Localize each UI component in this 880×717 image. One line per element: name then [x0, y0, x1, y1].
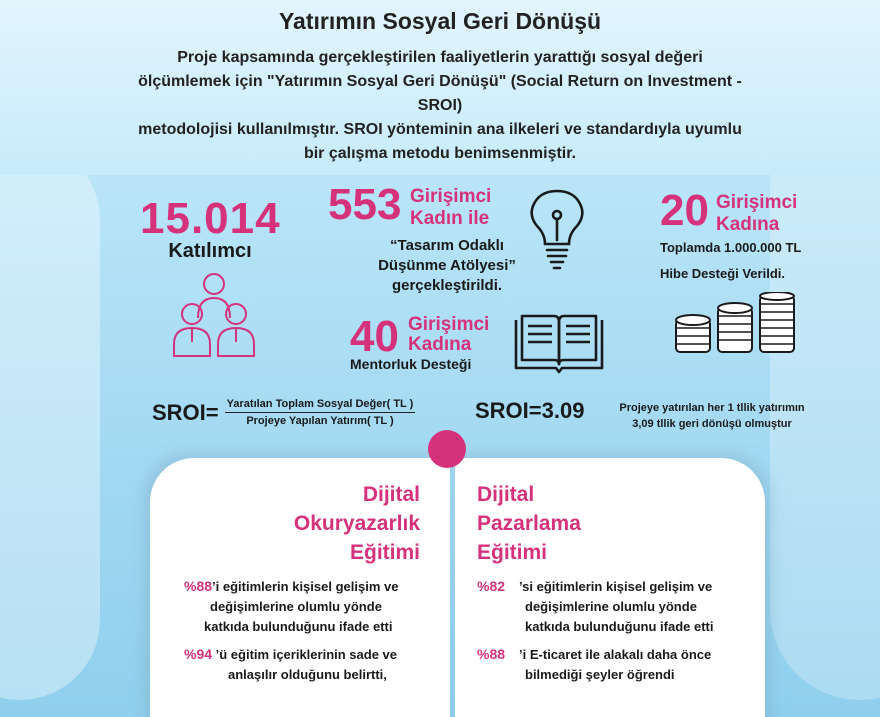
- card-item-line: ’si eğitimlerin kişisel gelişim ve: [519, 579, 713, 594]
- card-item-line: değişimlerine olumlu yönde: [210, 599, 382, 614]
- sroi-formula-label: SROI: [152, 399, 206, 425]
- intro-line: metodolojisi kullanılmıştır. SROI yönteminin ana ilkeleri ve standardıyla uyumlu: [138, 121, 742, 138]
- card-item-percent: %88: [184, 578, 213, 594]
- sroi-note: [617, 400, 807, 432]
- workshop-desc-line: Düşünme Atölyesi”: [378, 257, 516, 274]
- card-heading: [477, 480, 581, 567]
- sroi-note-line: Projeye yatırılan her 1 tllik yatırımın: [619, 402, 805, 414]
- card-item-line: ’i E-ticaret ile alakalı daha önce: [519, 647, 712, 662]
- stat-participants: [140, 194, 280, 263]
- sroi-fraction: [225, 398, 416, 427]
- card-item: [477, 644, 711, 685]
- card-heading: [294, 480, 420, 567]
- participants-number: 15.014: [140, 194, 281, 243]
- card-heading-line: Pazarlama: [477, 512, 581, 535]
- workshop-word2: Kadın ile: [410, 208, 490, 229]
- card-item-line: katkıda bulunduğunu ifade etti: [204, 619, 393, 634]
- people-group-icon: [168, 268, 260, 360]
- coin-stacks-icon: [672, 292, 802, 356]
- grant-total: Toplamda 1.000.000 TL: [660, 240, 802, 255]
- mentoring-description: Mentorluk Desteği: [350, 356, 472, 372]
- card-digital-marketing: [455, 458, 765, 717]
- card-item-percent: %88: [477, 646, 506, 662]
- intro-paragraph: [120, 46, 760, 166]
- sroi-denominator: Projeye Yapılan Yatırım( TL ): [246, 415, 394, 427]
- card-item: [184, 644, 397, 685]
- lightbulb-icon: [527, 188, 587, 274]
- divider-dot: [428, 430, 466, 468]
- open-book-icon: [514, 312, 604, 374]
- grant-word1: Girişimci: [716, 192, 798, 213]
- workshop-desc-line: gerçekleştirildi.: [391, 277, 503, 294]
- card-item-percent: %82: [477, 578, 506, 594]
- card-item-line: anlaşılır olduğunu belirtti,: [228, 667, 387, 682]
- card-heading-line: Eğitimi: [477, 541, 548, 564]
- workshop-number: 553: [328, 180, 402, 229]
- card-heading-line: Eğitimi: [349, 541, 420, 564]
- grant-description: Hibe Desteği Verildi.: [660, 266, 785, 281]
- grant-number: 20: [660, 186, 709, 235]
- sroi-value: SROI=3.09: [475, 398, 585, 423]
- card-heading-line: Dijital: [362, 483, 420, 506]
- intro-line: ölçümlemek için "Yatırımın Sosyal Geri Dönüşü" (Social Return on Investment - SROI): [138, 73, 742, 114]
- card-item-line: bilmediği şeyler öğrendi: [525, 667, 675, 682]
- intro-line: bir çalışma metodu benimsenmiştir.: [303, 145, 577, 162]
- workshop-desc-line: “Tasarım Odaklı: [390, 237, 504, 254]
- card-item-line: ’ü eğitim içeriklerinin sade ve: [212, 647, 397, 662]
- card-item-percent: %94: [184, 646, 213, 662]
- participants-label: Katılımcı: [168, 240, 252, 262]
- sroi-equals: =: [205, 399, 219, 425]
- card-item: [477, 576, 714, 637]
- mentoring-word1: Girişimci: [408, 314, 490, 335]
- card-item: [184, 576, 398, 637]
- card-item-line: ’i eğitimlerin kişisel gelişim ve: [212, 579, 399, 594]
- card-heading-line: Dijital: [477, 483, 535, 506]
- grant-word2: Kadına: [716, 214, 780, 235]
- workshop-description: [362, 236, 532, 296]
- background-shape-left: [0, 140, 100, 700]
- card-item-line: değişimlerine olumlu yönde: [525, 599, 697, 614]
- sroi-note-line: 3,09 tllik geri dönüşü olmuştur: [632, 418, 792, 430]
- mentoring-word2: Kadına: [408, 334, 472, 355]
- mentoring-number: 40: [350, 312, 399, 361]
- card-digital-literacy: [150, 458, 450, 717]
- sroi-formula: [152, 398, 415, 427]
- workshop-word1: Girişimci: [410, 186, 492, 207]
- page-title: Yatırımın Sosyal Geri Dönüşü: [278, 8, 602, 34]
- card-heading-line: Okuryazarlık: [293, 512, 420, 535]
- card-item-line: katkıda bulunduğunu ifade etti: [525, 619, 714, 634]
- sroi-numerator: Yaratılan Toplam Sosyal Değer( TL ): [225, 398, 416, 413]
- intro-line: Proje kapsamında gerçekleştirilen faaliyetlerin yarattığı sosyal değeri: [177, 49, 703, 66]
